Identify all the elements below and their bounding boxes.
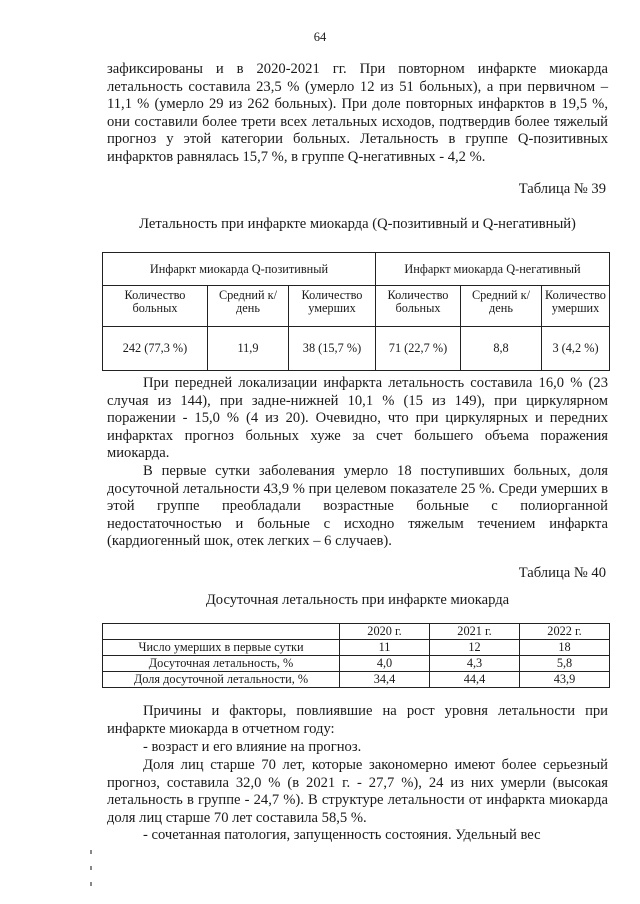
table-40-label: Таблица № 40	[518, 565, 606, 581]
table-cell: 8,8	[461, 327, 542, 371]
paragraph-age-detail: Доля лиц старше 70 лет, которые закономерно имеют более серьезный прогноз, составила 32,0 % (в 2021 г. - 27,7 %), 24 из них умерли (высокая летальность в группе - 24,7 %). В структуре летальности от инфаркта миокарда доля лиц старше 70 лет составила 58,5 %.	[107, 757, 608, 826]
table-cell: 4,0	[340, 656, 430, 672]
table-cell: 4,3	[430, 656, 520, 672]
table-row	[103, 656, 610, 672]
scan-artifact	[90, 882, 92, 886]
table-cell: 5,8	[520, 656, 610, 672]
table-header-cell: Количество больных	[103, 286, 208, 327]
table-row-label: Доля досуточной летальности, %	[103, 672, 340, 688]
table-cell: 34,4	[340, 672, 430, 688]
table-header-cell: Количество умерших	[542, 286, 610, 327]
table-header-cell: Количество умерших	[289, 286, 376, 327]
table-group-header: Инфаркт миокарда Q-негативный	[376, 253, 610, 286]
paragraph-localization: При передней локализации инфаркта летальность составила 16,0 % (23 случая из 144), при задне-нижней 10,1 % (15 из 149), при циркулярном поражении - 15,0 % (4 из 20). Очевидно, что при циркулярных и передних инфарктах прогноз больных хуже за счет большего объема поражения миокарда.	[107, 375, 608, 462]
table-header-cell: 2020 г.	[340, 624, 430, 640]
table-row	[103, 327, 610, 371]
table-row-label: Досуточная летальность, %	[103, 656, 340, 672]
table-header-cell: Средний к/день	[461, 286, 542, 327]
table-row	[103, 253, 610, 286]
table-cell: 44,4	[430, 672, 520, 688]
table-cell: 242 (77,3 %)	[103, 327, 208, 371]
table-header-cell: 2022 г.	[520, 624, 610, 640]
table-row-label: Число умерших в первые сутки	[103, 640, 340, 656]
table-40-title: Досуточная летальность при инфаркте миокарда	[205, 592, 510, 608]
paragraph-causes: Причины и факторы, повлиявшие на рост уровня летальности при инфаркте миокарда в отчетном году:	[107, 703, 608, 737]
table-39-title: Летальность при инфаркте миокарда (Q-позитивный и Q-негативный)	[139, 216, 576, 232]
table-row	[103, 672, 610, 688]
table-cell: 71 (22,7 %)	[376, 327, 461, 371]
table-corner-cell	[103, 624, 340, 640]
table-cell: 43,9	[520, 672, 610, 688]
paragraph-comorbidity: - сочетанная патология, запущенность состояния. Удельный вес	[143, 827, 541, 843]
table-row	[103, 624, 610, 640]
table-40	[102, 623, 610, 688]
table-group-header: Инфаркт миокарда Q-позитивный	[103, 253, 376, 286]
table-header-cell: 2021 г.	[430, 624, 520, 640]
table-row	[103, 640, 610, 656]
table-cell: 11,9	[208, 327, 289, 371]
table-39-label: Таблица № 39	[518, 181, 606, 197]
paragraph-age-item: - возраст и его влияние на прогноз.	[143, 739, 362, 755]
table-cell: 38 (15,7 %)	[289, 327, 376, 371]
scan-artifact	[90, 866, 92, 870]
scan-artifact	[90, 850, 92, 854]
table-39	[102, 252, 610, 371]
paragraph-first-day: В первые сутки заболевания умерло 18 поступивших больных, доля досуточной летальности 43,9 % при целевом показателе 25 %. Среди умерших в этой группе преобладали возрастные больные с полиорганной недостаточностью и больные с исходно тяжелым течением инфаркта (кардиогенный шок, отек легких – 6 случаев).	[107, 463, 608, 550]
table-header-cell: Средний к/день	[208, 286, 289, 327]
page-number: 64	[313, 30, 327, 44]
table-cell: 12	[430, 640, 520, 656]
table-row	[103, 286, 610, 327]
table-header-cell: Количество больных	[376, 286, 461, 327]
table-cell: 11	[340, 640, 430, 656]
table-cell: 3 (4,2 %)	[542, 327, 610, 371]
paragraph-intro: зафиксированы и в 2020-2021 гг. При повторном инфаркте миокарда летальность составила 23,5 % (умерло 12 из 51 больных), а при первичном – 11,1 % (умерло 29 из 262 больных). При доле повторных инфарктов в 19,5 %, они составили более трети всех летальных исходов, подтвердив более тяжелый прогноз у этой категории больных. Летальность в группе Q-позитивных инфарктов равнялась 15,7 %, в группе Q-негативных - 4,2 %.	[107, 61, 608, 165]
table-cell: 18	[520, 640, 610, 656]
